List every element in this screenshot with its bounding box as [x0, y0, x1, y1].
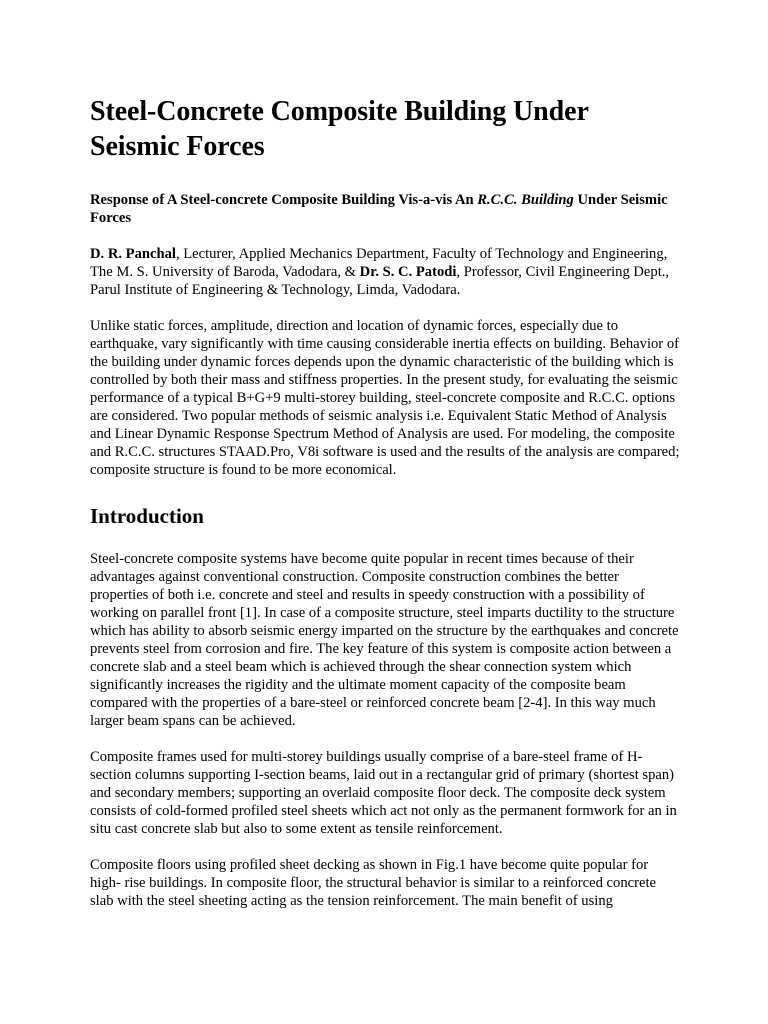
- document-title: Steel-Concrete Composite Building Under Seismic Forces: [90, 96, 589, 162]
- author-2-affiliation: , Professor, Civil Engineering Dept., Parul Institute of Engineering & Technology, Limda, Vadodara.: [90, 264, 670, 298]
- author-1-name: D. R. Panchal: [90, 246, 176, 262]
- author-2-name: Dr. S. C. Patodi: [359, 264, 457, 280]
- author-info: [90, 245, 680, 299]
- intro-paragraph-1: Steel-concrete composite systems have become quite popular in recent times because of their advantages against conventional construction. Composite construction combines the better properties of both i.e. concrete and steel and results in speedy construction with a possibility of working on parallel front [1]. In case of a composite structure, steel imparts ductility to the structure which has ability to absorb seismic energy imparted on the structure by the earthquakes and concrete prevents steel from corrosion and fire. The key feature of this system is composite action between a concrete slab and a steel beam which is achieved through the shear connection system which significantly increases the rigidity and the ultimate moment capacity of the composite beam compared with the properties of a bare-steel or reinforced concrete beam [2-4]. In this way much larger beam spans can be achieved.: [90, 551, 679, 729]
- subtitle-text-2: Under Seismic Forces: [90, 192, 668, 226]
- subtitle-italic: R.C.C. Building: [477, 192, 574, 208]
- intro-paragraph-2: Composite frames used for multi-storey buildings usually comprise of a bare-steel frame of H-section columns supporting I-section beams, laid out in a rectangular grid of primary (shortest span) and secondary members; supporting an overlaid composite floor deck. The composite deck system consists of cold-formed profiled steel sheets which act not only as the permanent formwork for an in situ cast concrete slab but also to some extent as tensile reinforcement.: [90, 749, 677, 837]
- subtitle-text-1: Response of A Steel-concrete Composite Building Vis-a-vis An: [90, 192, 478, 208]
- abstract-paragraph: Unlike static forces, amplitude, direction and location of dynamic forces, especially due to earthquake, vary significantly with time causing considerable inertia effects on building. Behavior of the building under dynamic forces depends upon the dynamic characteristic of the building which is controlled by both their mass and stiffness properties. In the present study, for evaluating the seismic performance of a typical B+G+9 multi-storey building, steel-concrete composite and R.C.C. options are considered. Two popular methods of seismic analysis i.e. Equivalent Static Method of Analysis and Linear Dynamic Response Spectrum Method of Analysis are used. For modeling, the composite and R.C.C. structures STAAD.Pro, V8i software is used and the results of the analysis are compared; composite structure is found to be more economical.: [90, 318, 680, 478]
- author-1-affiliation: , Lecturer, Applied Mechanics Department, Faculty of Technology and Engineering, The M. S. University of Baroda, Vadodara, &: [90, 246, 668, 280]
- introduction-heading: Introduction: [90, 504, 204, 528]
- document-subtitle: [90, 191, 680, 227]
- intro-paragraph-3: Composite floors using profiled sheet decking as shown in Fig.1 have become quite popular for high- rise buildings. In composite floor, the structural behavior is similar to a reinforced concrete slab with the steel sheeting acting as the tension reinforcement. The main benefit of using: [90, 857, 656, 909]
- document-page: [90, 94, 680, 910]
